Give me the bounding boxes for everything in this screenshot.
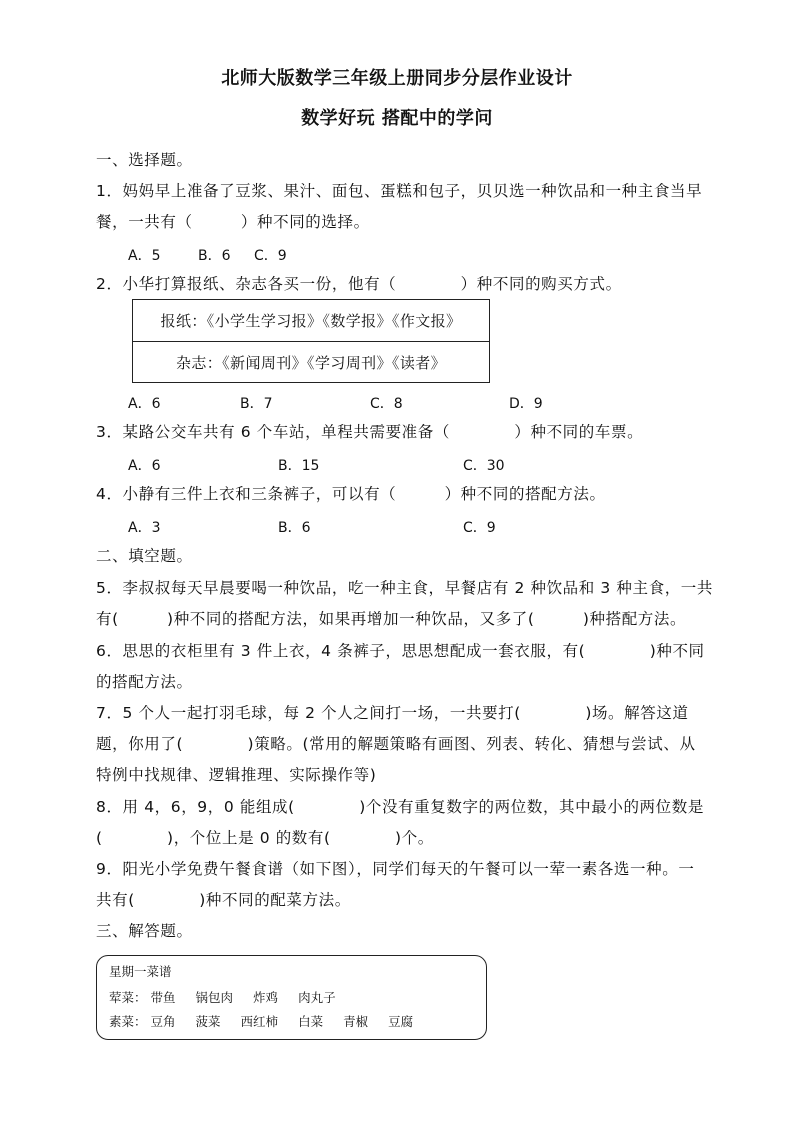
magazine-row: 杂志：《新闻周刊》《学习周刊》《读者》 <box>175 354 447 372</box>
question-7-line-1: 7．5 个人一起打羽毛球，每 2 个人之间打一场，一共要打( )场。解答这道 <box>96 704 689 722</box>
question-9-line-2: 共有( )种不同的配菜方法。 <box>96 891 351 909</box>
question-8-line-2: ( )，个位上是 0 的数有( )个。 <box>96 829 434 847</box>
question-2-option-a: A．6 <box>128 396 161 412</box>
question-2-option-b: B．7 <box>240 396 273 412</box>
question-4-option-c: C．9 <box>463 520 496 536</box>
question-2-line-1: 2．小华打算报纸、杂志各买一份，他有（ ）种不同的购买方式。 <box>96 275 622 293</box>
meat-item: 肉丸子 <box>298 990 336 1005</box>
question-2-option-c: C．8 <box>370 396 403 412</box>
section-choice-heading: 一、选择题。 <box>96 151 193 169</box>
veg-item: 豆角 <box>150 1014 176 1029</box>
worksheet-title: 北师大版数学三年级上册同步分层作业设计 <box>221 68 573 89</box>
question-1-line-1: 1．妈妈早上准备了豆浆、果汁、面包、蛋糕和包子，贝贝选一种饮品和一种主食当早 <box>96 182 703 200</box>
meat-item: 炸鸡 <box>253 990 279 1005</box>
meat-item: 带鱼 <box>150 990 176 1005</box>
veg-item: 豆腐 <box>388 1014 414 1029</box>
meat-item: 锅包肉 <box>195 990 234 1005</box>
question-3-line-1: 3．某路公交车共有 6 个车站，单程共需要准备（ ）种不同的车票。 <box>96 423 644 441</box>
question-3-option-a: A．6 <box>128 458 161 474</box>
worksheet-subtitle: 数学好玩 搭配中的学问 <box>301 108 493 129</box>
question-1-option-c: C．9 <box>254 248 287 264</box>
question-5-line-2: 有( )种不同的搭配方法，如果再增加一种饮品，又多了( )种搭配方法。 <box>96 610 687 628</box>
question-2-option-d: D．9 <box>509 396 543 412</box>
veg-item: 青椒 <box>343 1014 369 1029</box>
question-7-line-2: 题，你用了( )策略。(常用的解题策略有画图、列表、转化、猜想与尝试、从 <box>96 735 696 753</box>
question-4-option-b: B．6 <box>278 520 311 536</box>
veg-item: 西红柿 <box>240 1014 279 1029</box>
veg-item: 白菜 <box>298 1014 324 1029</box>
question-7-line-3: 特例中找规律、逻辑推理、实际操作等) <box>96 766 377 784</box>
question-4-line-1: 4．小静有三件上衣和三条裤子，可以有（ ）种不同的搭配方法。 <box>96 485 606 503</box>
question-8-line-1: 8．用 4，6，9，0 能组成( )个没有重复数字的两位数，其中最小的两位数是 <box>96 798 704 816</box>
monday-menu-box <box>96 955 487 1040</box>
veg-item: 菠菜 <box>195 1014 221 1029</box>
newspaper-magazine-table <box>132 299 490 383</box>
menu-meat-row <box>109 988 356 1006</box>
question-9-line-1: 9．阳光小学免费午餐食谱（如下图），同学们每天的午餐可以一荤一素各选一种。一 <box>96 860 695 878</box>
question-1-option-a: A．5 <box>128 248 161 264</box>
menu-veg-row <box>109 1012 433 1030</box>
section-fill-heading: 二、填空题。 <box>96 547 193 565</box>
question-6-line-2: 的搭配方法。 <box>96 673 193 691</box>
newspaper-row: 报纸：《小学生学习报》《数学报》《作文报》 <box>133 300 489 342</box>
question-4-option-a: A．3 <box>128 520 161 536</box>
question-6-line-1: 6．思思的衣柜里有 3 件上衣，4 条裤子，思思想配成一套衣服，有( )种不同 <box>96 642 705 660</box>
menu-title: 星期一菜谱 <box>109 964 172 979</box>
veg-label: 素菜： <box>109 1014 147 1029</box>
meat-label: 荤菜： <box>109 990 147 1005</box>
question-5-line-1: 5．李叔叔每天早晨要喝一种饮品，吃一种主食，早餐店有 2 种饮品和 3 种主食，一共 <box>96 579 713 597</box>
section-answer-heading: 三、解答题。 <box>96 922 193 940</box>
question-3-option-b: B．15 <box>278 458 320 474</box>
question-3-option-c: C．30 <box>463 458 505 474</box>
question-1-option-b: B．6 <box>198 248 231 264</box>
question-1-line-2: 餐，一共有（ ）种不同的选择。 <box>96 213 370 231</box>
